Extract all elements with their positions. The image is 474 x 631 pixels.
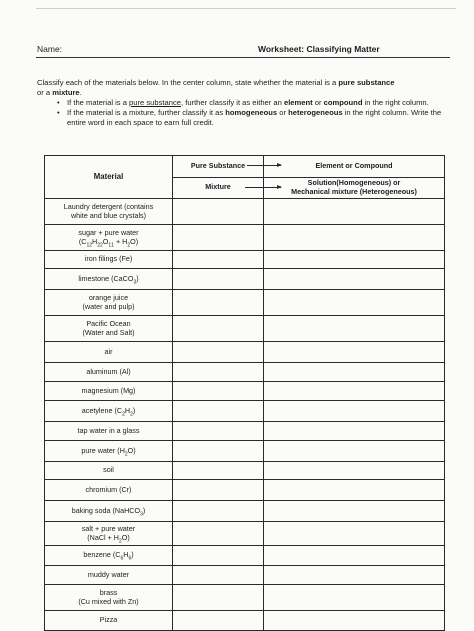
material-detail: (Cu mixed with Zn) (78, 596, 139, 606)
substance-answer-cell[interactable] (173, 522, 264, 546)
bullet2-homogeneous: homogeneous (225, 107, 278, 117)
bullet1-element: element (283, 97, 313, 107)
material-cell (45, 422, 173, 441)
material-name: Pizza (99, 615, 118, 625)
substance-answer-cell[interactable] (173, 501, 264, 522)
table-row (45, 522, 445, 546)
table-row (45, 441, 445, 462)
bullet1-text-c: in the right column. (362, 97, 429, 107)
classification-answer-cell[interactable] (264, 546, 445, 566)
table-row (45, 342, 445, 363)
table-row (45, 501, 445, 522)
substance-answer-cell[interactable] (173, 480, 264, 501)
material-name: orange juice (88, 292, 129, 302)
material-cell (45, 225, 173, 251)
arrow-right-icon (245, 165, 281, 166)
classification-table (44, 155, 445, 631)
substance-answer-cell[interactable] (173, 546, 264, 566)
material-detail: (water and pulp) (82, 301, 135, 311)
worksheet-title: Worksheet: Classifying Matter (258, 44, 380, 54)
classification-answer-cell[interactable] (264, 611, 445, 631)
material-name: tap water in a glass (77, 425, 140, 435)
substance-answer-cell[interactable] (173, 566, 264, 585)
top-rule (36, 8, 456, 9)
material-name: iron filings (Fe) (84, 254, 133, 264)
material-name: air (104, 346, 113, 356)
name-label: Name: (37, 44, 63, 54)
material-name: brass (99, 587, 118, 597)
table-row (45, 316, 445, 342)
bullet1-pure: pure substance (129, 97, 181, 107)
material-cell (45, 611, 173, 631)
substance-answer-cell[interactable] (173, 363, 264, 382)
table-row (45, 199, 445, 225)
table-row (45, 269, 445, 290)
substance-answer-cell[interactable] (173, 316, 264, 342)
material-header: Material (45, 156, 173, 199)
substance-answer-cell[interactable] (173, 199, 264, 225)
bullet1-or: or (312, 97, 324, 107)
table-row (45, 462, 445, 480)
substance-answer-cell[interactable] (173, 225, 264, 251)
classification-answer-cell[interactable] (264, 199, 445, 225)
material-cell (45, 462, 173, 480)
intro-pure-substance: pure substance (338, 78, 395, 87)
classification-answer-cell[interactable] (264, 522, 445, 546)
material-name: chromium (Cr) (85, 484, 132, 494)
material-name: Laundry detergent (contains (63, 201, 154, 211)
classification-answer-cell[interactable] (264, 441, 445, 462)
classification-answer-cell[interactable] (264, 363, 445, 382)
bullet2-text-b: in the right column. Write the entire word in each space to earn full credit. (67, 107, 442, 127)
table-row (45, 566, 445, 585)
table-row (45, 401, 445, 422)
classification-answer-cell[interactable] (264, 382, 445, 401)
material-cell (45, 269, 173, 290)
classification-answer-cell[interactable] (264, 251, 445, 269)
material-cell (45, 290, 173, 316)
substance-answer-cell[interactable] (173, 585, 264, 611)
material-name: benzene $(C_6H_6)$ (83, 550, 134, 562)
solution-mixture-header (264, 177, 445, 199)
classification-answer-cell[interactable] (264, 585, 445, 611)
table-row (45, 585, 445, 611)
substance-answer-cell[interactable] (173, 382, 264, 401)
classification-answer-cell[interactable] (264, 401, 445, 422)
classification-answer-cell[interactable] (264, 480, 445, 501)
solution-line2: Mechanical mixture (Heterogeneous) (291, 186, 417, 196)
material-name: aluminum (Al) (86, 366, 131, 376)
arrow-right-icon (245, 187, 281, 188)
substance-answer-cell[interactable] (173, 462, 264, 480)
instructions-intro (37, 78, 452, 98)
substance-answer-cell[interactable] (173, 290, 264, 316)
material-cell (45, 382, 173, 401)
substance-answer-cell[interactable] (173, 251, 264, 269)
substance-answer-cell[interactable] (173, 401, 264, 422)
classification-answer-cell[interactable] (264, 422, 445, 441)
material-cell (45, 199, 173, 225)
bullet1-text-a: If the material is a (67, 97, 130, 107)
mixture-header (173, 177, 264, 199)
material-name: acetylene $(C_2H_2)$ (81, 405, 136, 418)
table-row (45, 611, 445, 631)
classification-answer-cell[interactable] (264, 566, 445, 585)
classification-answer-cell[interactable] (264, 225, 445, 251)
intro-end: . (79, 87, 82, 97)
classification-answer-cell[interactable] (264, 269, 445, 290)
header-row-1 (45, 156, 445, 178)
table-row (45, 363, 445, 382)
bullet2-or: or (277, 107, 289, 117)
pure-substance-label: Pure Substance (190, 160, 246, 170)
bullet-pure-substance (67, 98, 452, 108)
material-cell (45, 480, 173, 501)
classification-answer-cell[interactable] (264, 290, 445, 316)
material-cell (45, 316, 173, 342)
substance-answer-cell[interactable] (173, 422, 264, 441)
material-detail: (Water and Salt) (82, 327, 135, 337)
intro-mixture: mixture (52, 87, 80, 97)
classification-answer-cell[interactable] (264, 462, 445, 480)
material-cell (45, 251, 173, 269)
substance-answer-cell[interactable] (173, 342, 264, 363)
substance-answer-cell[interactable] (173, 611, 264, 631)
table-row (45, 422, 445, 441)
classification-answer-cell[interactable] (264, 316, 445, 342)
material-name: sugar + pure water (78, 227, 139, 237)
table-row (45, 546, 445, 566)
material-name: Pacific Ocean (86, 318, 131, 328)
material-cell (45, 585, 173, 611)
bullet-mixture (67, 108, 452, 128)
bullet1-text-b: , further classify it as either an (180, 97, 284, 107)
material-detail: $(C_{12}H_{22}O_{11} + H_2O)$ (78, 236, 139, 248)
pure-substance-header (173, 156, 264, 178)
material-cell (45, 401, 173, 422)
table-row (45, 480, 445, 501)
material-cell (45, 342, 173, 363)
material-name: soil (103, 465, 114, 475)
table-row (45, 382, 445, 401)
substance-answer-cell[interactable] (173, 269, 264, 290)
material-name: limestone (CaCO$_3$) (78, 273, 139, 286)
table-row (45, 290, 445, 316)
material-name: salt + pure water (81, 523, 136, 533)
table-row (45, 251, 445, 269)
instructions (37, 78, 452, 128)
classification-answer-cell[interactable] (264, 342, 445, 363)
material-name: baking soda (NaHCO$_3$) (71, 505, 146, 518)
bullet2-heterogeneous: heterogeneous (288, 107, 343, 117)
header-rule (36, 57, 450, 58)
intro-text: Classify each of the materials below. In the center column, state whether the material is a (37, 78, 339, 87)
material-name: pure water $(H_2O)$ (81, 445, 136, 458)
element-compound-header: Element or Compound (264, 156, 445, 178)
material-cell (45, 566, 173, 585)
material-cell (45, 363, 173, 382)
substance-answer-cell[interactable] (173, 441, 264, 462)
material-name: magnesium (Mg) (81, 385, 136, 395)
solution-line1: Solution(Homogeneous) or (307, 178, 401, 188)
material-cell (45, 546, 173, 566)
material-detail: (NaCl + $H_2O$) (87, 532, 130, 544)
bullet2-text-a: If the material is a mixture, further classify it as (67, 107, 226, 117)
material-cell (45, 441, 173, 462)
material-cell (45, 522, 173, 546)
intro-or: or a (37, 87, 53, 97)
classification-answer-cell[interactable] (264, 501, 445, 522)
material-cell (45, 501, 173, 522)
table-row (45, 225, 445, 251)
material-detail: white and blue crystals) (70, 210, 147, 220)
bullet1-compound: compound (323, 97, 363, 107)
mixture-label: Mixture (205, 182, 231, 192)
material-name: muddy water (87, 569, 130, 579)
